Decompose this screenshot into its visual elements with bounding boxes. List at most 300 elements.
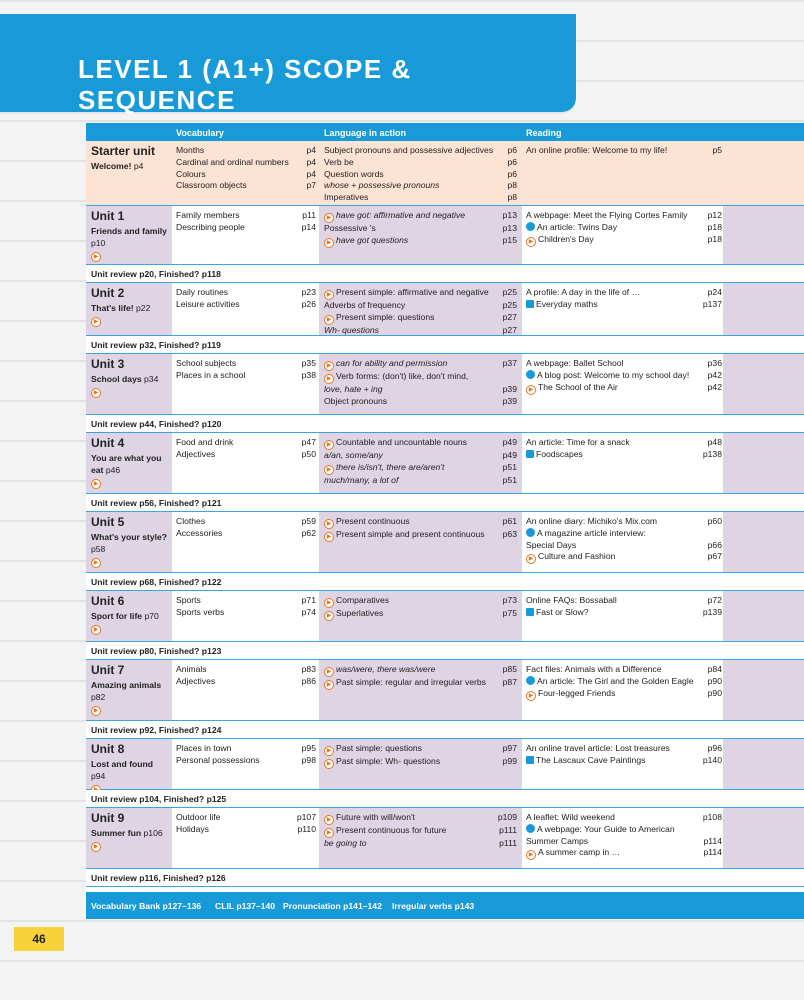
entry-line bbox=[324, 325, 517, 337]
unit-heading bbox=[91, 516, 169, 568]
entry-text bbox=[324, 396, 387, 408]
entry-text bbox=[324, 287, 489, 300]
entry-line bbox=[324, 210, 517, 223]
unit-title: Unit 1 bbox=[91, 209, 125, 223]
entry-page: p66 bbox=[707, 539, 722, 550]
entry-text bbox=[324, 300, 405, 312]
entry-text bbox=[324, 838, 367, 850]
entry-label: Daily routines bbox=[176, 287, 229, 297]
entry-line bbox=[526, 437, 722, 449]
entry-text bbox=[324, 384, 383, 396]
entry-line bbox=[176, 755, 316, 767]
video-icon: ▶ bbox=[91, 558, 101, 568]
entry-text bbox=[526, 287, 640, 299]
entry-text bbox=[176, 222, 245, 234]
entry-label: Fast or Slow? bbox=[536, 606, 589, 617]
entry-line bbox=[526, 595, 722, 607]
entry-line bbox=[526, 755, 722, 767]
entry-text bbox=[324, 450, 383, 462]
entry-text bbox=[176, 437, 233, 449]
entry-page: p62 bbox=[301, 527, 316, 538]
entry-text bbox=[526, 664, 662, 676]
unit-subtitle: That's life! p22 bbox=[91, 303, 151, 313]
entry-text bbox=[526, 210, 687, 222]
video-icon: ▶ bbox=[324, 532, 334, 542]
entry-label: whose + possessive pronouns bbox=[324, 180, 440, 191]
entry-line bbox=[526, 664, 722, 676]
entry-text bbox=[526, 449, 583, 461]
entry-page: p95 bbox=[301, 743, 316, 753]
unit-subtitle: You are what you eat p46 bbox=[91, 453, 162, 475]
entry-text bbox=[526, 847, 620, 860]
entry-line bbox=[176, 169, 316, 181]
entry-label: Present continuous for future bbox=[336, 825, 447, 835]
entry-line bbox=[176, 516, 316, 528]
video-icon: ▶ bbox=[324, 361, 334, 371]
entry-text bbox=[176, 299, 240, 311]
entry-text bbox=[324, 210, 465, 223]
entry-text bbox=[526, 222, 617, 234]
unit-review-text: Unit review p56, Finished? p121 bbox=[91, 498, 222, 508]
unit-heading bbox=[91, 812, 169, 852]
entry-label: A magazine article interview: bbox=[537, 527, 646, 538]
entry-page: p75 bbox=[502, 608, 517, 618]
entry-page: p7 bbox=[306, 180, 316, 191]
unit-heading bbox=[91, 358, 169, 398]
video-icon: ▶ bbox=[324, 667, 334, 677]
entry-label: Foodscapes bbox=[536, 448, 583, 459]
unit-row bbox=[86, 591, 804, 642]
entry-page: p25 bbox=[502, 300, 517, 310]
entry-text bbox=[324, 825, 446, 838]
entry-label: Everyday maths bbox=[536, 298, 598, 309]
entry-line bbox=[526, 540, 722, 552]
entry-text bbox=[176, 824, 209, 836]
entry-label: Past simple: Wh- questions bbox=[336, 756, 441, 766]
entry-label: Sports verbs bbox=[176, 606, 225, 617]
clil-icon bbox=[526, 300, 534, 308]
entry-line bbox=[526, 836, 722, 848]
entry-label: a/an, some/any bbox=[324, 450, 383, 460]
entry-text bbox=[176, 370, 245, 382]
entry-line bbox=[176, 370, 316, 382]
entry-label: Summer Camps bbox=[526, 835, 589, 846]
entry-text bbox=[324, 743, 422, 756]
entry-page: p71 bbox=[301, 595, 316, 605]
entry-page: p111 bbox=[499, 838, 517, 848]
header-vocabulary: Vocabulary bbox=[176, 128, 224, 138]
entry-label: Fact files: Animals with a Difference bbox=[526, 664, 662, 674]
clil-icon bbox=[526, 450, 534, 458]
entry-line bbox=[324, 608, 517, 621]
entry-label: Places in town bbox=[176, 743, 232, 753]
entry-page: p51 bbox=[502, 461, 517, 472]
entry-line bbox=[176, 824, 316, 836]
footer-bar bbox=[86, 892, 804, 919]
entry-page: p99 bbox=[502, 756, 517, 766]
video-icon: ▶ bbox=[324, 815, 334, 825]
entry-page: p96 bbox=[707, 743, 722, 753]
entry-text bbox=[526, 528, 646, 540]
entry-page: p85 bbox=[502, 664, 517, 674]
entry-text bbox=[176, 287, 228, 299]
video-icon: ▶ bbox=[324, 680, 334, 690]
entry-page: p27 bbox=[502, 311, 517, 322]
scope-table bbox=[86, 123, 804, 919]
entry-label: can for ability and permission bbox=[336, 358, 448, 368]
entry-label: Present simple and present continuous bbox=[336, 529, 485, 539]
entry-page: p11 bbox=[302, 210, 316, 220]
entry-label: Accessories bbox=[176, 527, 223, 538]
entry-label: have got: affirmative and negative bbox=[336, 210, 465, 220]
entry-line bbox=[526, 370, 722, 382]
entry-page: p73 bbox=[502, 595, 517, 605]
unit-review-text: Unit review p104, Finished? p125 bbox=[91, 794, 227, 804]
unit-subtitle: Lost and found p94 bbox=[91, 759, 154, 781]
entry-line bbox=[176, 437, 316, 449]
entry-label: Future with will/won't bbox=[336, 812, 416, 822]
entry-page: p24 bbox=[707, 287, 722, 297]
entry-line bbox=[526, 287, 722, 299]
entry-page: p61 bbox=[502, 516, 517, 526]
entry-label: An online diary: Michiko's Mix.com bbox=[526, 516, 658, 526]
entry-line bbox=[324, 371, 517, 384]
unit-row bbox=[86, 433, 804, 494]
entry-text bbox=[324, 235, 408, 248]
entry-text bbox=[324, 812, 415, 825]
entry-page: p50 bbox=[301, 448, 316, 459]
video-icon: ▶ bbox=[91, 388, 101, 398]
entry-line bbox=[324, 358, 517, 371]
unit-title: Unit 3 bbox=[91, 357, 125, 371]
entry-text bbox=[324, 437, 467, 450]
unit-subtitle: School days p34 bbox=[91, 374, 159, 384]
entry-line bbox=[176, 449, 316, 461]
globe-icon bbox=[526, 824, 535, 833]
entry-page: p4 bbox=[306, 156, 316, 167]
entry-line bbox=[176, 157, 316, 169]
unit-subtitle: What's your style? p58 bbox=[91, 532, 168, 554]
entry-page: p36 bbox=[707, 358, 722, 368]
entry-line bbox=[526, 382, 722, 395]
unit-title: Unit 5 bbox=[91, 515, 125, 529]
entry-page: p98 bbox=[301, 754, 316, 765]
unit-review-row bbox=[86, 869, 804, 887]
entry-text bbox=[526, 145, 667, 157]
entry-text bbox=[176, 664, 207, 676]
entry-text bbox=[176, 812, 220, 824]
entry-page: p86 bbox=[301, 675, 316, 686]
entry-line bbox=[324, 450, 517, 462]
entry-line bbox=[324, 529, 517, 542]
entry-label: Imperatives bbox=[324, 192, 369, 203]
entry-page: p90 bbox=[707, 675, 722, 686]
entry-page: p47 bbox=[301, 437, 316, 447]
entry-page: p13 bbox=[502, 223, 517, 233]
entry-text bbox=[526, 676, 694, 688]
entry-page: p60 bbox=[707, 516, 722, 526]
entry-line bbox=[526, 824, 722, 836]
entry-text bbox=[324, 358, 447, 371]
starter-unit-row bbox=[86, 141, 804, 206]
unit-row bbox=[86, 512, 804, 573]
entry-page: p107 bbox=[296, 812, 316, 822]
globe-icon bbox=[526, 370, 535, 379]
entry-page: p13 bbox=[502, 210, 517, 220]
entry-label: A webpage: Ballet School bbox=[526, 358, 624, 368]
video-icon: ▶ bbox=[324, 465, 334, 475]
entry-label: Leisure activities bbox=[176, 298, 240, 309]
unit-row bbox=[86, 739, 804, 790]
entry-line bbox=[176, 299, 316, 311]
entry-text bbox=[176, 449, 215, 461]
entry-page: p48 bbox=[707, 437, 722, 447]
entry-text bbox=[176, 607, 224, 619]
entry-page: p6 bbox=[507, 168, 517, 179]
entry-line bbox=[526, 688, 722, 701]
entry-line bbox=[526, 358, 722, 370]
entry-text bbox=[526, 382, 618, 395]
entry-text bbox=[324, 169, 384, 181]
entry-page: p35 bbox=[301, 358, 316, 368]
unit-row bbox=[86, 354, 804, 415]
video-icon: ▶ bbox=[324, 238, 334, 248]
entry-label: be going to bbox=[324, 838, 367, 848]
entry-text bbox=[526, 836, 588, 848]
entry-page: p72 bbox=[707, 595, 722, 605]
entry-line bbox=[324, 287, 517, 300]
unit-subtitle: Friends and family p10 bbox=[91, 226, 167, 248]
page-number: 46 bbox=[14, 927, 64, 951]
unit-subtitle: Amazing animals p82 bbox=[91, 680, 162, 702]
entry-page: p42 bbox=[707, 381, 722, 392]
entry-line bbox=[324, 437, 517, 450]
unit-review-row bbox=[86, 721, 804, 739]
globe-icon bbox=[526, 528, 535, 537]
entry-label: An article: The Girl and the Golden Eagle bbox=[537, 675, 694, 686]
entry-label: Describing people bbox=[176, 221, 245, 232]
entry-page: p39 bbox=[502, 395, 517, 406]
entry-text bbox=[324, 664, 435, 677]
entry-line bbox=[324, 145, 517, 157]
unit-heading bbox=[91, 145, 169, 172]
entry-line bbox=[526, 449, 722, 461]
clil-icon bbox=[526, 756, 534, 764]
video-icon: ▶ bbox=[91, 252, 101, 262]
unit-row bbox=[86, 206, 804, 265]
entry-page: p12 bbox=[707, 210, 722, 220]
unit-title: Unit 2 bbox=[91, 286, 125, 300]
entry-label: Colours bbox=[176, 168, 206, 179]
entry-line bbox=[526, 607, 722, 619]
entry-page: p18 bbox=[707, 221, 722, 232]
entry-label: Outdoor life bbox=[176, 812, 221, 822]
entry-label: Subject pronouns and possessive adjectives bbox=[324, 145, 494, 155]
entry-page: p114 bbox=[703, 835, 722, 846]
entry-page: p140 bbox=[702, 754, 722, 765]
entry-label: A webpage: Your Guide to American bbox=[537, 823, 675, 834]
video-icon: ▶ bbox=[324, 374, 334, 384]
entry-page: p4 bbox=[306, 145, 316, 155]
entry-line bbox=[324, 235, 517, 248]
entry-line bbox=[526, 847, 722, 860]
video-icon: ▶ bbox=[91, 842, 101, 852]
entry-label: Adverbs of frequency bbox=[324, 300, 406, 310]
entry-line bbox=[324, 192, 517, 204]
clil-icon bbox=[526, 608, 534, 616]
entry-line bbox=[176, 812, 316, 824]
entry-line bbox=[526, 551, 722, 564]
entry-line bbox=[176, 358, 316, 370]
entry-line bbox=[176, 607, 316, 619]
unit-heading bbox=[91, 437, 169, 489]
entry-line bbox=[176, 664, 316, 676]
unit-review-row bbox=[86, 790, 804, 808]
entry-label: Past simple: regular and irregular verbs bbox=[336, 677, 486, 687]
entry-label: Question words bbox=[324, 168, 384, 179]
entry-label: Special Days bbox=[526, 539, 577, 550]
video-icon: ▶ bbox=[324, 290, 334, 300]
header-language: Language in action bbox=[324, 128, 407, 138]
entry-label: Holidays bbox=[176, 823, 209, 834]
entry-label: Superlatives bbox=[336, 608, 384, 618]
entry-label: Adjectives bbox=[176, 675, 216, 686]
entry-line bbox=[526, 812, 722, 824]
entry-line bbox=[526, 676, 722, 688]
entry-label: Object pronouns bbox=[324, 395, 388, 406]
unit-heading bbox=[91, 210, 169, 262]
entry-label: Family members bbox=[176, 210, 240, 220]
entry-page: p109 bbox=[497, 812, 517, 822]
entry-page: p14 bbox=[301, 221, 316, 232]
entry-line bbox=[324, 595, 517, 608]
entry-text bbox=[526, 234, 594, 247]
entry-page: p23 bbox=[301, 287, 316, 297]
unit-review-text: Unit review p20, Finished? p118 bbox=[91, 269, 221, 279]
entry-text bbox=[526, 595, 617, 607]
entry-label: Food and drink bbox=[176, 437, 234, 447]
entry-line bbox=[324, 825, 517, 838]
entry-page: p39 bbox=[502, 384, 517, 394]
entry-line bbox=[324, 838, 517, 850]
entry-line bbox=[526, 516, 722, 528]
entry-page: p4 bbox=[306, 168, 316, 179]
entry-label: Verb forms: (don't) like, don't mind, bbox=[336, 371, 469, 381]
globe-icon bbox=[526, 676, 535, 685]
entry-label: love, hate + ing bbox=[324, 384, 383, 394]
entry-label: Months bbox=[176, 145, 205, 155]
entry-text bbox=[324, 157, 354, 169]
entry-text bbox=[324, 516, 410, 529]
entry-label: Adjectives bbox=[176, 448, 216, 459]
entry-label: Possessive 's bbox=[324, 223, 376, 233]
entry-page: p27 bbox=[502, 324, 517, 335]
entry-page: p25 bbox=[502, 287, 517, 297]
unit-title: Unit 9 bbox=[91, 811, 125, 825]
entry-page: p59 bbox=[301, 516, 316, 526]
unit-review-text: Unit review p44, Finished? p120 bbox=[91, 419, 222, 429]
unit-row bbox=[86, 808, 804, 869]
entry-page: p74 bbox=[301, 606, 316, 617]
footer-pronunciation: Pronunciation p141–142 bbox=[283, 901, 382, 911]
entry-line bbox=[324, 664, 517, 677]
entry-line bbox=[324, 677, 517, 690]
entry-text bbox=[324, 223, 376, 235]
entry-label: School subjects bbox=[176, 358, 237, 368]
entry-page: p110 bbox=[297, 823, 316, 834]
entry-text bbox=[176, 180, 247, 192]
entry-page: p26 bbox=[301, 298, 316, 309]
unit-review-text: Unit review p80, Finished? p123 bbox=[91, 646, 222, 656]
entry-line bbox=[324, 180, 517, 192]
unit-review-row bbox=[86, 265, 804, 283]
entry-text bbox=[526, 358, 623, 370]
entry-line bbox=[324, 475, 517, 487]
entry-line bbox=[324, 812, 517, 825]
entry-line bbox=[176, 145, 316, 157]
header-reading: Reading bbox=[526, 128, 562, 138]
entry-text bbox=[324, 145, 493, 157]
entry-label: Cardinal and ordinal numbers bbox=[176, 156, 289, 167]
entry-page: p114 bbox=[703, 847, 722, 858]
entry-text bbox=[526, 299, 598, 311]
entry-label: Clothes bbox=[176, 516, 206, 526]
entry-text bbox=[176, 157, 289, 169]
video-icon: ▶ bbox=[526, 554, 536, 564]
entry-line bbox=[324, 462, 517, 475]
video-icon: ▶ bbox=[324, 759, 334, 769]
unit-row bbox=[86, 283, 804, 336]
entry-page: p37 bbox=[502, 358, 517, 368]
video-icon: ▶ bbox=[324, 519, 334, 529]
entry-text bbox=[324, 475, 398, 487]
entry-line bbox=[324, 157, 517, 169]
entry-label: Classroom objects bbox=[176, 180, 247, 191]
entry-label: Present simple: questions bbox=[336, 311, 435, 322]
unit-review-row bbox=[86, 415, 804, 433]
entry-line bbox=[176, 676, 316, 688]
entry-text bbox=[176, 169, 206, 181]
entry-text bbox=[526, 607, 589, 619]
video-icon: ▶ bbox=[324, 315, 334, 325]
entry-text bbox=[324, 192, 368, 204]
footer-clil: CLIL p137–140 bbox=[215, 901, 276, 911]
entry-line bbox=[324, 169, 517, 181]
entry-text bbox=[324, 529, 485, 542]
entry-page: p8 bbox=[507, 180, 517, 191]
entry-line bbox=[324, 396, 517, 408]
entry-label: Culture and Fashion bbox=[538, 551, 616, 562]
entry-label: A profile: A day in the life of … bbox=[526, 287, 641, 297]
unit-heading bbox=[91, 664, 169, 716]
entry-line bbox=[324, 312, 517, 325]
unit-review-row bbox=[86, 494, 804, 512]
table-header bbox=[86, 123, 804, 141]
entry-line bbox=[526, 145, 722, 157]
entry-line bbox=[324, 756, 517, 769]
unit-review-text: Unit review p116, Finished? p126 bbox=[91, 873, 226, 883]
entry-text bbox=[526, 437, 630, 449]
entry-line bbox=[176, 222, 316, 234]
unit-review-text: Unit review p92, Finished? p124 bbox=[91, 725, 222, 735]
video-icon: ▶ bbox=[526, 850, 536, 860]
video-icon: ▶ bbox=[324, 611, 334, 621]
entry-label: Present simple: affirmative and negative bbox=[336, 287, 489, 297]
video-icon: ▶ bbox=[324, 828, 334, 838]
unit-review-row bbox=[86, 642, 804, 660]
entry-label: Verb be bbox=[324, 156, 354, 167]
entry-text bbox=[526, 540, 576, 552]
